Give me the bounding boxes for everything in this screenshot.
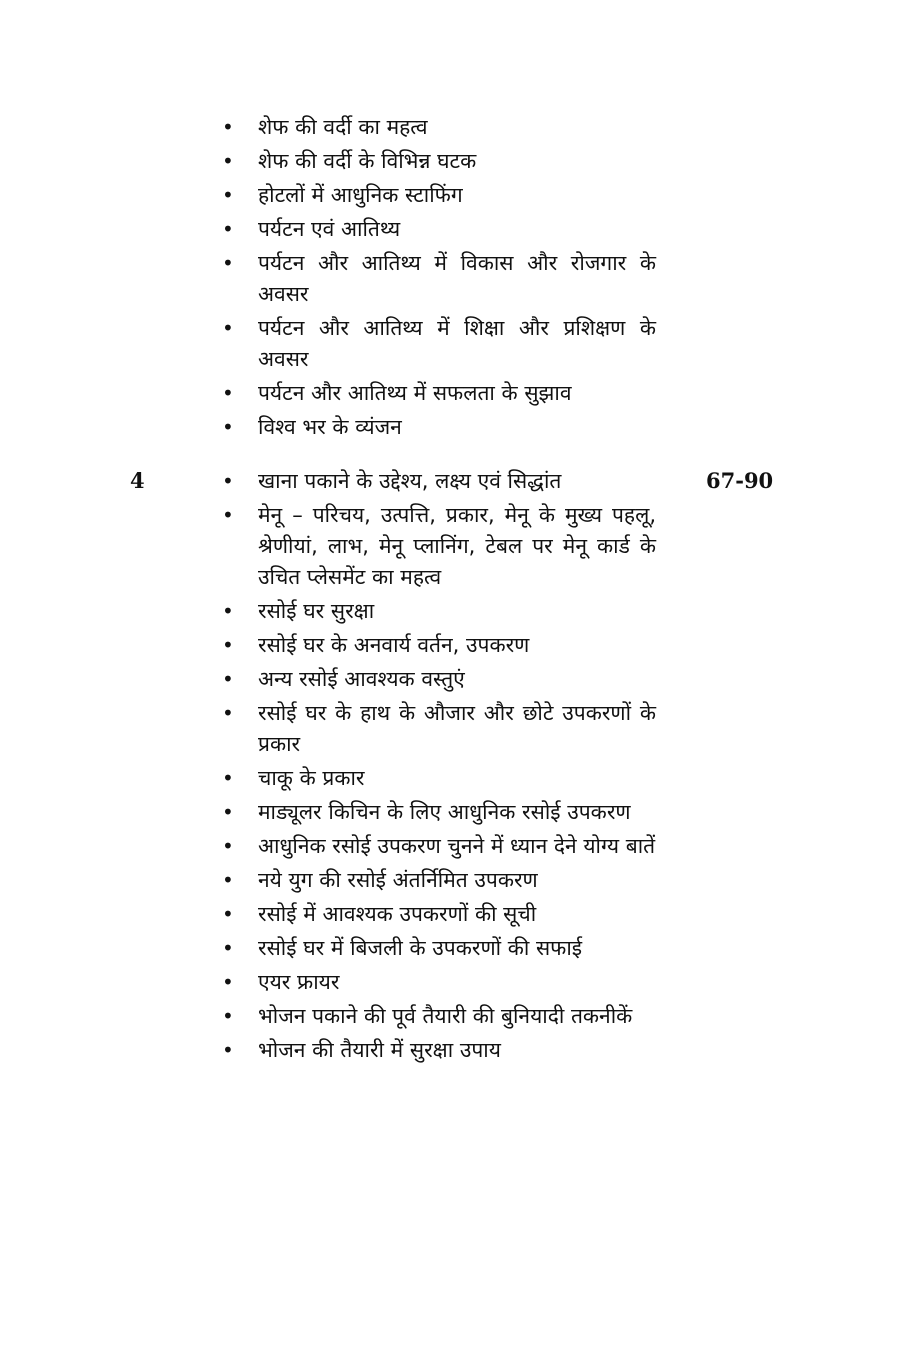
page-range: 67-90 (706, 468, 774, 493)
topic-text: माड्यूलर किचिन के लिए आधुनिक रसोई उपकरण (258, 800, 631, 824)
list-item (220, 378, 656, 409)
list-item (220, 313, 656, 375)
list-item (220, 248, 656, 310)
list-item (220, 899, 656, 930)
bullet-icon: • (222, 766, 234, 790)
list-item (220, 933, 656, 964)
bullet-icon: • (222, 1004, 234, 1028)
unit-number: 4 (130, 468, 145, 493)
bullet-icon: • (222, 469, 234, 493)
bullet-icon: • (222, 667, 234, 691)
list-item (220, 214, 656, 245)
list-item (220, 1001, 656, 1032)
bullet-icon: • (222, 115, 234, 139)
list-item (220, 500, 656, 593)
topic-text: भोजन पकाने की पूर्व तैयारी की बुनियादी तकनीकें (258, 1004, 633, 1028)
topic-text: नये युग की रसोई अंतर्निमित उपकरण (258, 868, 538, 892)
topic-text: एयर फ्रायर (258, 970, 340, 994)
bullet-icon: • (222, 149, 234, 173)
topic-text: भोजन की तैयारी में सुरक्षा उपाय (258, 1038, 501, 1062)
topic-text: मेनू – परिचय, उत्पत्ति, प्रकार, मेनू के मुख्य पहलू, श्रेणीयां, लाभ, मेनू प्लानिंग, टेबल पर मेनू कार्ड के उचित प्लेसमेंट का महत्व (258, 503, 656, 589)
topic-text: खाना पकाने के उद्देश्य, लक्ष्य एवं सिद्धांत (258, 469, 562, 493)
topic-text: विश्व भर के व्यंजन (258, 415, 402, 439)
list-item (220, 596, 656, 627)
bullet-icon: • (222, 1038, 234, 1062)
list-item (220, 664, 656, 695)
bullet-icon: • (222, 970, 234, 994)
bullet-icon: • (222, 701, 234, 725)
list-item (220, 797, 656, 828)
topic-text: पर्यटन और आतिथ्य में विकास और रोजगार के अवसर (258, 251, 656, 306)
list-item (220, 466, 656, 497)
list-item (220, 412, 656, 443)
topic-text: रसोई घर सुरक्षा (258, 599, 375, 623)
bullet-icon: • (222, 599, 234, 623)
bullet-icon: • (222, 834, 234, 858)
list-item (220, 112, 656, 143)
bullet-icon: • (222, 316, 234, 340)
topic-text: पर्यटन और आतिथ्य में शिक्षा और प्रशिक्षण के अवसर (258, 316, 656, 371)
list-item (220, 698, 656, 760)
list-item (220, 146, 656, 177)
topic-text: पर्यटन और आतिथ्य में सफलता के सुझाव (258, 381, 572, 405)
bullet-icon: • (222, 503, 234, 527)
topic-text: आधुनिक रसोई उपकरण चुनने में ध्यान देने योग्य बातें (258, 834, 656, 858)
list-item (220, 763, 656, 794)
topic-text: पर्यटन एवं आतिथ्य (258, 217, 401, 241)
bullet-icon: • (222, 800, 234, 824)
topic-text: रसोई घर के हाथ के औजार और छोटे उपकरणों के प्रकार (258, 701, 656, 756)
topic-text: शेफ की वर्दी के विभिन्न घटक (258, 149, 477, 173)
list-item (220, 967, 656, 998)
bullet-icon: • (222, 251, 234, 275)
topic-text: रसोई घर में बिजली के उपकरणों की सफाई (258, 936, 583, 960)
bullet-icon: • (222, 183, 234, 207)
topic-text: रसोई घर के अनवार्य वर्तन, उपकरण (258, 633, 530, 657)
list-item (220, 831, 656, 862)
bullet-icon: • (222, 381, 234, 405)
bullet-icon: • (222, 217, 234, 241)
topic-text: चाकू के प्रकार (258, 766, 365, 790)
topic-list (220, 112, 656, 446)
list-item (220, 630, 656, 661)
bullet-icon: • (222, 936, 234, 960)
bullet-icon: • (222, 415, 234, 439)
list-item (220, 1035, 656, 1066)
list-item (220, 865, 656, 896)
bullet-icon: • (222, 902, 234, 926)
topic-text: शेफ की वर्दी का महत्व (258, 115, 428, 139)
topic-text: अन्य रसोई आवश्यक वस्तुएं (258, 667, 465, 691)
bullet-icon: • (222, 633, 234, 657)
topic-text: रसोई में आवश्यक उपकरणों की सूची (258, 902, 537, 926)
list-item (220, 180, 656, 211)
bullet-icon: • (222, 868, 234, 892)
topic-list (220, 466, 656, 1069)
topic-text: होटलों में आधुनिक स्टाफिंग (258, 183, 463, 207)
